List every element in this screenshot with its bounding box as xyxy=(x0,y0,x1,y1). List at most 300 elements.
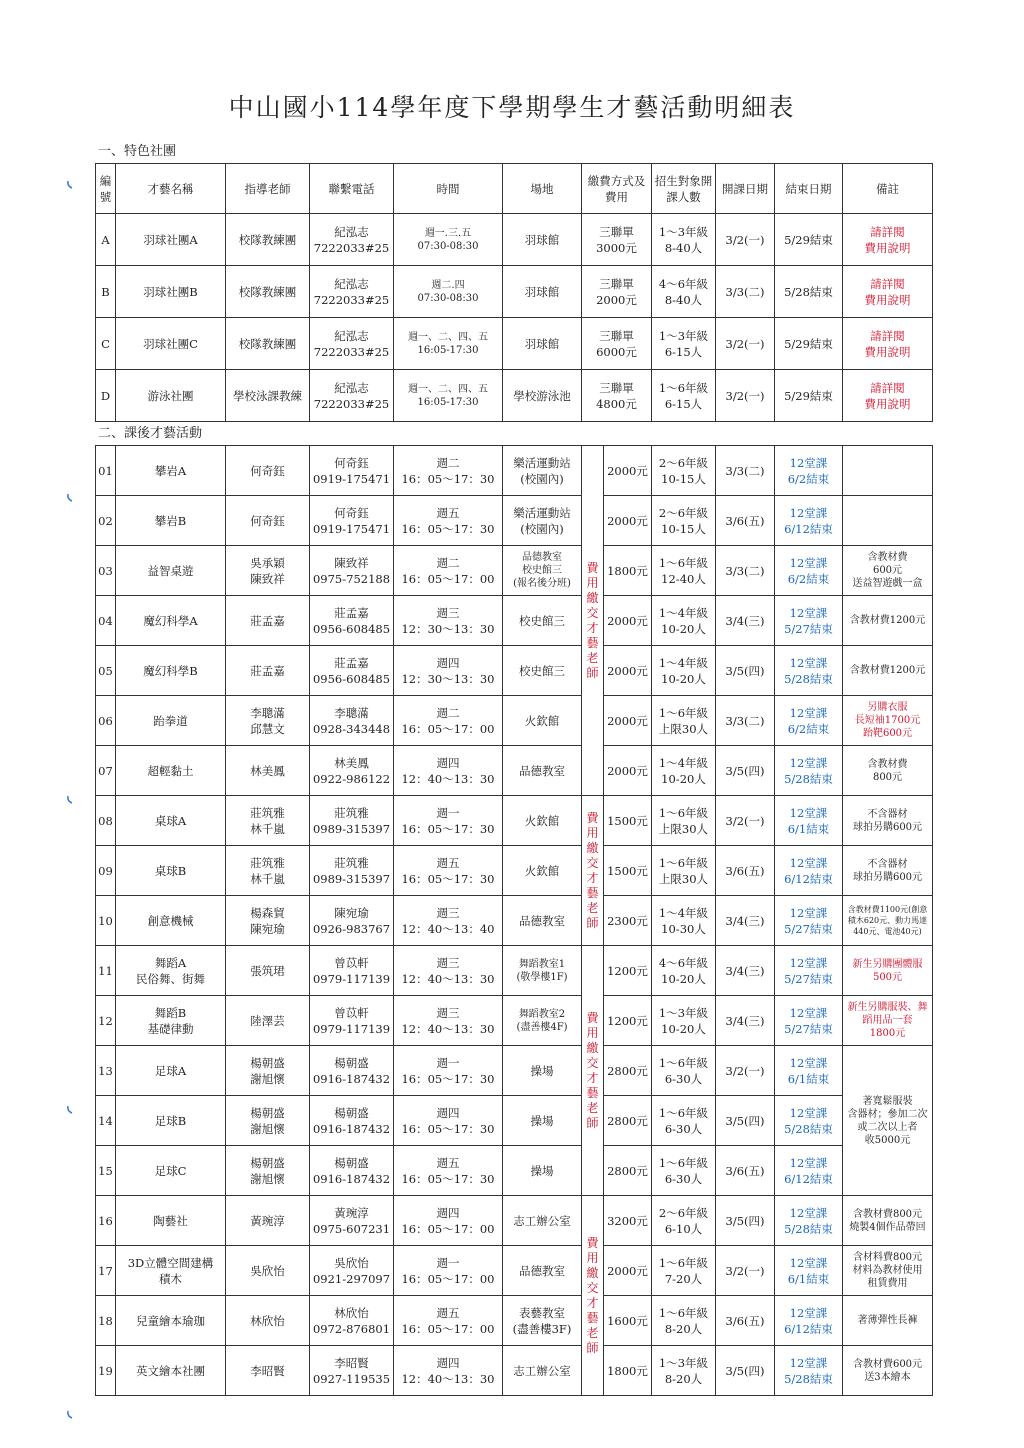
club-phone: 紀泓志 7222033#25 xyxy=(310,266,394,318)
course-target: 2～6年級 10-15人 xyxy=(652,446,716,496)
course-note: 新生另購團體服 500元 xyxy=(843,946,933,996)
course-row xyxy=(96,496,933,546)
course-row xyxy=(96,1246,933,1296)
course-no: 10 xyxy=(96,896,116,946)
course-fee: 1800元 xyxy=(604,1346,652,1396)
header-start: 開課日期 xyxy=(716,164,775,214)
course-teacher: 何奇鈺 xyxy=(226,496,310,546)
club-note: 請詳閱 費用說明 xyxy=(843,214,933,266)
club-note: 請詳閱 費用說明 xyxy=(843,266,933,318)
course-end: 12堂課 6/2結束 xyxy=(775,446,843,496)
course-fee: 2000元 xyxy=(604,646,652,696)
header-time: 時間 xyxy=(394,164,503,214)
course-target: 1～4年級 10-20人 xyxy=(652,596,716,646)
course-teacher: 楊朝盛 謝旭懷 xyxy=(226,1096,310,1146)
course-name: 跆拳道 xyxy=(116,696,226,746)
course-note: 含材料費800元 材料為教材使用 租賃費用 xyxy=(843,1246,933,1296)
course-fee: 2800元 xyxy=(604,1146,652,1196)
course-phone: 陳致祥 0975-752188 xyxy=(310,546,394,596)
course-end: 12堂課 6/1結束 xyxy=(775,796,843,846)
course-row xyxy=(96,1096,933,1146)
course-place: 表藝教室 (盡善樓3F) xyxy=(503,1296,582,1346)
course-place: 品德教室 xyxy=(503,746,582,796)
club-place: 學校游泳池 xyxy=(503,370,582,422)
course-fee: 2800元 xyxy=(604,1046,652,1096)
course-teacher: 楊朝盛 謝旭懷 xyxy=(226,1046,310,1096)
featured-clubs-table xyxy=(95,163,933,422)
course-end: 12堂課 6/12結束 xyxy=(775,496,843,546)
club-teacher: 校隊教練團 xyxy=(226,266,310,318)
course-end: 12堂課 5/28結束 xyxy=(775,646,843,696)
course-note: 含教材費1200元 xyxy=(843,646,933,696)
course-target: 2～6年級 10-15人 xyxy=(652,496,716,546)
course-teacher: 楊朝盛 謝旭懷 xyxy=(226,1146,310,1196)
course-no: 19 xyxy=(96,1346,116,1396)
club-phone: 紀泓志 7222033#25 xyxy=(310,318,394,370)
course-end: 12堂課 5/28結束 xyxy=(775,1196,843,1246)
payment-method-note: 費用繳交才藝老師 xyxy=(582,446,604,796)
course-target: 1～6年級 上限30人 xyxy=(652,696,716,746)
club-target: 1～6年級 6-15人 xyxy=(652,370,716,422)
course-fee: 1800元 xyxy=(604,546,652,596)
after-school-courses-table xyxy=(95,445,933,1396)
page-title: 中山國小114學年度下學期學生才藝活動明細表 xyxy=(228,93,796,122)
header-end: 結束日期 xyxy=(775,164,843,214)
course-time: 週三 12：30～13：30 xyxy=(394,596,503,646)
course-place: 志工辦公室 xyxy=(503,1346,582,1396)
course-place: 品德教室 校史館三 (報名後分班) xyxy=(503,546,582,596)
course-row xyxy=(96,1296,933,1346)
course-fee: 1500元 xyxy=(604,796,652,846)
course-name: 足球C xyxy=(116,1146,226,1196)
course-row xyxy=(96,746,933,796)
course-start: 3/2(一) xyxy=(716,796,775,846)
course-target: 1～6年級 7-20人 xyxy=(652,1246,716,1296)
course-teacher: 陸澤芸 xyxy=(226,996,310,1046)
course-place: 樂活運動站 (校園內) xyxy=(503,496,582,546)
course-no: 01 xyxy=(96,446,116,496)
course-time: 週五 16：05～17：00 xyxy=(394,1296,503,1346)
course-start: 3/3(二) xyxy=(716,446,775,496)
course-fee: 1200元 xyxy=(604,996,652,1046)
course-no: 15 xyxy=(96,1146,116,1196)
club-start: 3/2(一) xyxy=(716,214,775,266)
header-teacher: 指導老師 xyxy=(226,164,310,214)
hole-mark-icon xyxy=(66,488,74,498)
course-fee: 2300元 xyxy=(604,896,652,946)
course-target: 1～6年級 12-40人 xyxy=(652,546,716,596)
club-note: 請詳閱 費用說明 xyxy=(843,318,933,370)
course-target: 1～4年級 10-20人 xyxy=(652,746,716,796)
course-phone: 林欣怡 0972-876801 xyxy=(310,1296,394,1346)
club-fee: 三聯單 4800元 xyxy=(582,370,652,422)
course-phone: 何奇鈺 0919-175471 xyxy=(310,496,394,546)
course-target: 1～6年級 6-30人 xyxy=(652,1096,716,1146)
course-start: 3/5(四) xyxy=(716,1346,775,1396)
club-no: A xyxy=(96,214,116,266)
hole-mark-icon xyxy=(66,1405,74,1415)
club-place: 羽球館 xyxy=(503,266,582,318)
section-1-heading: 一、特色社團 xyxy=(98,144,177,159)
course-row xyxy=(96,1346,933,1396)
course-note: 新生另購服裝、舞蹈用品一套 1800元 xyxy=(843,996,933,1046)
club-end: 5/29結束 xyxy=(775,214,843,266)
course-target: 1～3年級 10-20人 xyxy=(652,996,716,1046)
course-end: 12堂課 5/27結束 xyxy=(775,996,843,1046)
course-time: 週一 16：05～17：30 xyxy=(394,1046,503,1096)
course-note: 含教材費1100元(創意積木620元、動力馬達440元、電池40元) xyxy=(843,896,933,946)
course-end: 12堂課 6/1結束 xyxy=(775,1046,843,1096)
course-time: 週四 16：05～17：00 xyxy=(394,1196,503,1246)
course-teacher: 李聰滿 邱慧文 xyxy=(226,696,310,746)
course-note: 不含器材 球拍另購600元 xyxy=(843,796,933,846)
club-start: 3/3(二) xyxy=(716,266,775,318)
course-start: 3/3(二) xyxy=(716,546,775,596)
course-start: 3/2(一) xyxy=(716,1046,775,1096)
course-name: 桌球A xyxy=(116,796,226,846)
course-name: 足球A xyxy=(116,1046,226,1096)
club-end: 5/29結束 xyxy=(775,370,843,422)
course-fee: 2000元 xyxy=(604,696,652,746)
course-teacher: 莊孟嘉 xyxy=(226,596,310,646)
header-name: 才藝名稱 xyxy=(116,164,226,214)
course-name: 魔幻科學A xyxy=(116,596,226,646)
hole-mark-icon xyxy=(66,790,74,800)
course-note xyxy=(843,496,933,546)
course-place: 舞蹈教室1 (敬學樓1F) xyxy=(503,946,582,996)
course-time: 週二 16：05～17：00 xyxy=(394,696,503,746)
club-fee: 三聯單 3000元 xyxy=(582,214,652,266)
course-target: 1～6年級 上限30人 xyxy=(652,796,716,846)
course-target: 1～6年級 6-30人 xyxy=(652,1146,716,1196)
course-row xyxy=(96,1046,933,1096)
course-place: 操場 xyxy=(503,1096,582,1146)
course-row xyxy=(96,846,933,896)
course-time: 週四 12：40～13：30 xyxy=(394,1346,503,1396)
course-target: 1～6年級 8-20人 xyxy=(652,1296,716,1346)
course-target: 1～3年級 8-20人 xyxy=(652,1346,716,1396)
club-name: 羽球社團A xyxy=(116,214,226,266)
course-end: 12堂課 5/28結束 xyxy=(775,1096,843,1146)
course-phone: 楊朝盛 0916-187432 xyxy=(310,1046,394,1096)
course-teacher: 吳承穎 陳致祥 xyxy=(226,546,310,596)
course-fee: 1500元 xyxy=(604,846,652,896)
course-no: 04 xyxy=(96,596,116,646)
course-name: 超輕黏土 xyxy=(116,746,226,796)
club-no: B xyxy=(96,266,116,318)
course-name: 桌球B xyxy=(116,846,226,896)
course-row xyxy=(96,1196,933,1246)
course-note xyxy=(843,446,933,496)
course-no: 14 xyxy=(96,1096,116,1146)
course-name: 攀岩A xyxy=(116,446,226,496)
payment-method-note: 費用繳交才藝老師 xyxy=(582,946,604,1196)
course-end: 12堂課 5/28結束 xyxy=(775,746,843,796)
club-name: 游泳社團 xyxy=(116,370,226,422)
course-phone: 曾苡軒 0979-117139 xyxy=(310,946,394,996)
course-time: 週四 12：30～13：30 xyxy=(394,646,503,696)
course-time: 週四 16：05～17：30 xyxy=(394,1096,503,1146)
course-end: 12堂課 6/2結束 xyxy=(775,546,843,596)
course-name: 英文繪本社團 xyxy=(116,1346,226,1396)
course-no: 17 xyxy=(96,1246,116,1296)
course-place: 校史館三 xyxy=(503,596,582,646)
course-no: 06 xyxy=(96,696,116,746)
course-start: 3/3(二) xyxy=(716,696,775,746)
header-note: 備註 xyxy=(843,164,933,214)
course-place: 舞蹈教室2 (盡善樓4F) xyxy=(503,996,582,1046)
course-end: 12堂課 5/27結束 xyxy=(775,596,843,646)
course-note: 含教材費1200元 xyxy=(843,596,933,646)
club-name: 羽球社團B xyxy=(116,266,226,318)
course-fee: 3200元 xyxy=(604,1196,652,1246)
course-place: 操場 xyxy=(503,1146,582,1196)
course-name: 陶藝社 xyxy=(116,1196,226,1246)
header-phone: 聯繫電話 xyxy=(310,164,394,214)
course-row xyxy=(96,646,933,696)
course-phone: 莊孟嘉 0956-608485 xyxy=(310,596,394,646)
club-row xyxy=(96,318,933,370)
course-time: 週四 12：40～13：30 xyxy=(394,746,503,796)
hole-mark-icon xyxy=(66,175,74,185)
course-time: 週五 16：05～17：30 xyxy=(394,1146,503,1196)
course-start: 3/6(五) xyxy=(716,1296,775,1346)
course-place: 志工辦公室 xyxy=(503,1196,582,1246)
club-end: 5/28結束 xyxy=(775,266,843,318)
course-name: 益智桌遊 xyxy=(116,546,226,596)
header-row xyxy=(96,164,933,214)
course-fee: 2000元 xyxy=(604,746,652,796)
club-phone: 紀泓志 7222033#25 xyxy=(310,214,394,266)
course-target: 1～6年級 6-30人 xyxy=(652,1046,716,1096)
course-teacher: 何奇鈺 xyxy=(226,446,310,496)
club-teacher: 校隊教練團 xyxy=(226,214,310,266)
course-name: 舞蹈A 民俗舞、街舞 xyxy=(116,946,226,996)
club-fee: 三聯單 6000元 xyxy=(582,318,652,370)
course-end: 12堂課 6/12結束 xyxy=(775,846,843,896)
hole-mark-icon xyxy=(66,1100,74,1110)
course-start: 3/6(五) xyxy=(716,1146,775,1196)
course-teacher: 林美鳳 xyxy=(226,746,310,796)
club-time: 週一、二、四、五 16:05-17:30 xyxy=(394,318,503,370)
course-fee: 1200元 xyxy=(604,946,652,996)
course-fee: 2000元 xyxy=(604,596,652,646)
course-name: 魔幻科學B xyxy=(116,646,226,696)
course-time: 週一 16：05～17：30 xyxy=(394,796,503,846)
course-teacher: 黃琬淳 xyxy=(226,1196,310,1246)
course-row xyxy=(96,446,933,496)
course-no: 11 xyxy=(96,946,116,996)
course-start: 3/5(四) xyxy=(716,746,775,796)
course-end: 12堂課 6/12結束 xyxy=(775,1296,843,1346)
course-note: 著薄彈性長褲 xyxy=(843,1296,933,1346)
club-no: D xyxy=(96,370,116,422)
course-start: 3/4(三) xyxy=(716,946,775,996)
course-no: 16 xyxy=(96,1196,116,1246)
course-note: 不含器材 球拍另購600元 xyxy=(843,846,933,896)
club-row xyxy=(96,266,933,318)
course-time: 週二 16：05～17：30 xyxy=(394,446,503,496)
course-row xyxy=(96,1146,933,1196)
course-name: 兒童繪本瑜珈 xyxy=(116,1296,226,1346)
course-teacher: 林欣怡 xyxy=(226,1296,310,1346)
course-note: 含教材費600元 送3本繪本 xyxy=(843,1346,933,1396)
course-phone: 黃琬淳 0975-607231 xyxy=(310,1196,394,1246)
course-teacher: 莊筑雅 林千嵐 xyxy=(226,796,310,846)
course-no: 09 xyxy=(96,846,116,896)
course-start: 3/4(三) xyxy=(716,596,775,646)
course-phone: 莊筑雅 0989-315397 xyxy=(310,796,394,846)
course-end: 12堂課 6/2結束 xyxy=(775,696,843,746)
course-fee: 2000元 xyxy=(604,446,652,496)
course-end: 12堂課 5/27結束 xyxy=(775,896,843,946)
course-start: 3/5(四) xyxy=(716,646,775,696)
course-no: 12 xyxy=(96,996,116,1046)
course-teacher: 張筑珺 xyxy=(226,946,310,996)
football-note: 著寬鬆服裝 含器材；參加二次或二次以上者 收5000元 xyxy=(843,1046,933,1196)
course-place: 火欽館 xyxy=(503,796,582,846)
course-start: 3/6(五) xyxy=(716,846,775,896)
club-start: 3/2(一) xyxy=(716,370,775,422)
course-phone: 莊孟嘉 0956-608485 xyxy=(310,646,394,696)
course-phone: 楊朝盛 0916-187432 xyxy=(310,1146,394,1196)
course-phone: 李昭賢 0927-119535 xyxy=(310,1346,394,1396)
club-target: 1～3年級 6-15人 xyxy=(652,318,716,370)
header-no: 編號 xyxy=(96,164,116,214)
course-phone: 李聰滿 0928-343448 xyxy=(310,696,394,746)
course-fee: 1600元 xyxy=(604,1296,652,1346)
course-no: 05 xyxy=(96,646,116,696)
course-time: 週三 12：40～13：40 xyxy=(394,896,503,946)
course-name: 足球B xyxy=(116,1096,226,1146)
course-note: 含教材費 600元 送益智遊戲一盒 xyxy=(843,546,933,596)
course-start: 3/4(三) xyxy=(716,896,775,946)
course-start: 3/5(四) xyxy=(716,1096,775,1146)
course-fee: 2000元 xyxy=(604,496,652,546)
course-no: 18 xyxy=(96,1296,116,1346)
course-target: 1～6年級 上限30人 xyxy=(652,846,716,896)
club-fee: 三聯單 2000元 xyxy=(582,266,652,318)
course-phone: 吳欣怡 0921-297097 xyxy=(310,1246,394,1296)
course-note: 含教材費 800元 xyxy=(843,746,933,796)
club-phone: 紀泓志 7222033#25 xyxy=(310,370,394,422)
course-fee: 2000元 xyxy=(604,1246,652,1296)
course-place: 操場 xyxy=(503,1046,582,1096)
course-time: 週五 16：05～17：30 xyxy=(394,496,503,546)
course-note: 含教材費800元 燒製4個作品帶回 xyxy=(843,1196,933,1246)
course-name: 舞蹈B 基礎律動 xyxy=(116,996,226,1046)
header-fee: 繳費方式及費用 xyxy=(582,164,652,214)
club-note: 請詳閱 費用說明 xyxy=(843,370,933,422)
course-phone: 林美鳳 0922-986122 xyxy=(310,746,394,796)
club-no: C xyxy=(96,318,116,370)
club-end: 5/29結束 xyxy=(775,318,843,370)
club-time: 週一.三.五 07:30-08:30 xyxy=(394,214,503,266)
course-start: 3/5(四) xyxy=(716,1196,775,1246)
course-place: 樂活運動站 (校園內) xyxy=(503,446,582,496)
course-target: 1～4年級 10-30人 xyxy=(652,896,716,946)
course-no: 07 xyxy=(96,746,116,796)
course-row xyxy=(96,546,933,596)
club-target: 4～6年級 8-40人 xyxy=(652,266,716,318)
club-name: 羽球社團C xyxy=(116,318,226,370)
course-no: 02 xyxy=(96,496,116,546)
course-no: 03 xyxy=(96,546,116,596)
course-row xyxy=(96,996,933,1046)
course-end: 12堂課 5/28結束 xyxy=(775,1346,843,1396)
course-fee: 2800元 xyxy=(604,1096,652,1146)
course-time: 週三 12：40～13：30 xyxy=(394,996,503,1046)
course-teacher: 莊筑雅 林千嵐 xyxy=(226,846,310,896)
header-target: 招生對象開課人數 xyxy=(652,164,716,214)
course-teacher: 楊森貿 陳宛瑜 xyxy=(226,896,310,946)
course-phone: 曾苡軒 0979-117139 xyxy=(310,996,394,1046)
header-place: 場地 xyxy=(503,164,582,214)
course-end: 12堂課 6/12結束 xyxy=(775,1146,843,1196)
course-name: 攀岩B xyxy=(116,496,226,546)
course-place: 校史館三 xyxy=(503,646,582,696)
course-start: 3/2(一) xyxy=(716,1246,775,1296)
course-teacher: 李昭賢 xyxy=(226,1346,310,1396)
course-row xyxy=(96,596,933,646)
club-time: 週二.四 07:30-08:30 xyxy=(394,266,503,318)
club-row xyxy=(96,214,933,266)
course-no: 13 xyxy=(96,1046,116,1096)
course-target: 1～4年級 10-20人 xyxy=(652,646,716,696)
course-teacher: 吳欣怡 xyxy=(226,1246,310,1296)
course-place: 品德教室 xyxy=(503,896,582,946)
club-teacher: 學校泳課教練 xyxy=(226,370,310,422)
course-end: 12堂課 6/1結束 xyxy=(775,1246,843,1296)
course-target: 4～6年級 10-20人 xyxy=(652,946,716,996)
course-phone: 楊朝盛 0916-187432 xyxy=(310,1096,394,1146)
course-no: 08 xyxy=(96,796,116,846)
club-row xyxy=(96,370,933,422)
course-row xyxy=(96,796,933,846)
club-target: 1～3年級 8-40人 xyxy=(652,214,716,266)
club-place: 羽球館 xyxy=(503,214,582,266)
payment-method-note: 費用繳交才藝老師 xyxy=(582,1196,604,1396)
course-name: 3D立體空間建構 積木 xyxy=(116,1246,226,1296)
club-time: 週一、二、四、五 16:05-17:30 xyxy=(394,370,503,422)
section-2-heading: 二、課後才藝活動 xyxy=(98,426,203,441)
course-time: 週一 16：05～17：00 xyxy=(394,1246,503,1296)
course-start: 3/6(五) xyxy=(716,496,775,546)
course-place: 火欽館 xyxy=(503,696,582,746)
payment-method-note: 費用繳交才藝老師 xyxy=(582,796,604,946)
course-phone: 陳宛瑜 0926-983767 xyxy=(310,896,394,946)
course-time: 週三 12：40～13：30 xyxy=(394,946,503,996)
club-teacher: 校隊教練團 xyxy=(226,318,310,370)
course-place: 火欽館 xyxy=(503,846,582,896)
course-start: 3/4(三) xyxy=(716,996,775,1046)
course-teacher: 莊孟嘉 xyxy=(226,646,310,696)
course-row xyxy=(96,896,933,946)
course-target: 2～6年級 6-10人 xyxy=(652,1196,716,1246)
course-name: 創意機械 xyxy=(116,896,226,946)
course-time: 週五 16：05～17：30 xyxy=(394,846,503,896)
course-row xyxy=(96,696,933,746)
course-phone: 莊筑雅 0989-315397 xyxy=(310,846,394,896)
club-place: 羽球館 xyxy=(503,318,582,370)
course-note: 另購衣服 長短袖1700元 跆靶600元 xyxy=(843,696,933,746)
course-place: 品德教室 xyxy=(503,1246,582,1296)
course-row xyxy=(96,946,933,996)
course-phone: 何奇鈺 0919-175471 xyxy=(310,446,394,496)
course-time: 週二 16：05～17：00 xyxy=(394,546,503,596)
course-end: 12堂課 5/27結束 xyxy=(775,946,843,996)
club-start: 3/2(一) xyxy=(716,318,775,370)
